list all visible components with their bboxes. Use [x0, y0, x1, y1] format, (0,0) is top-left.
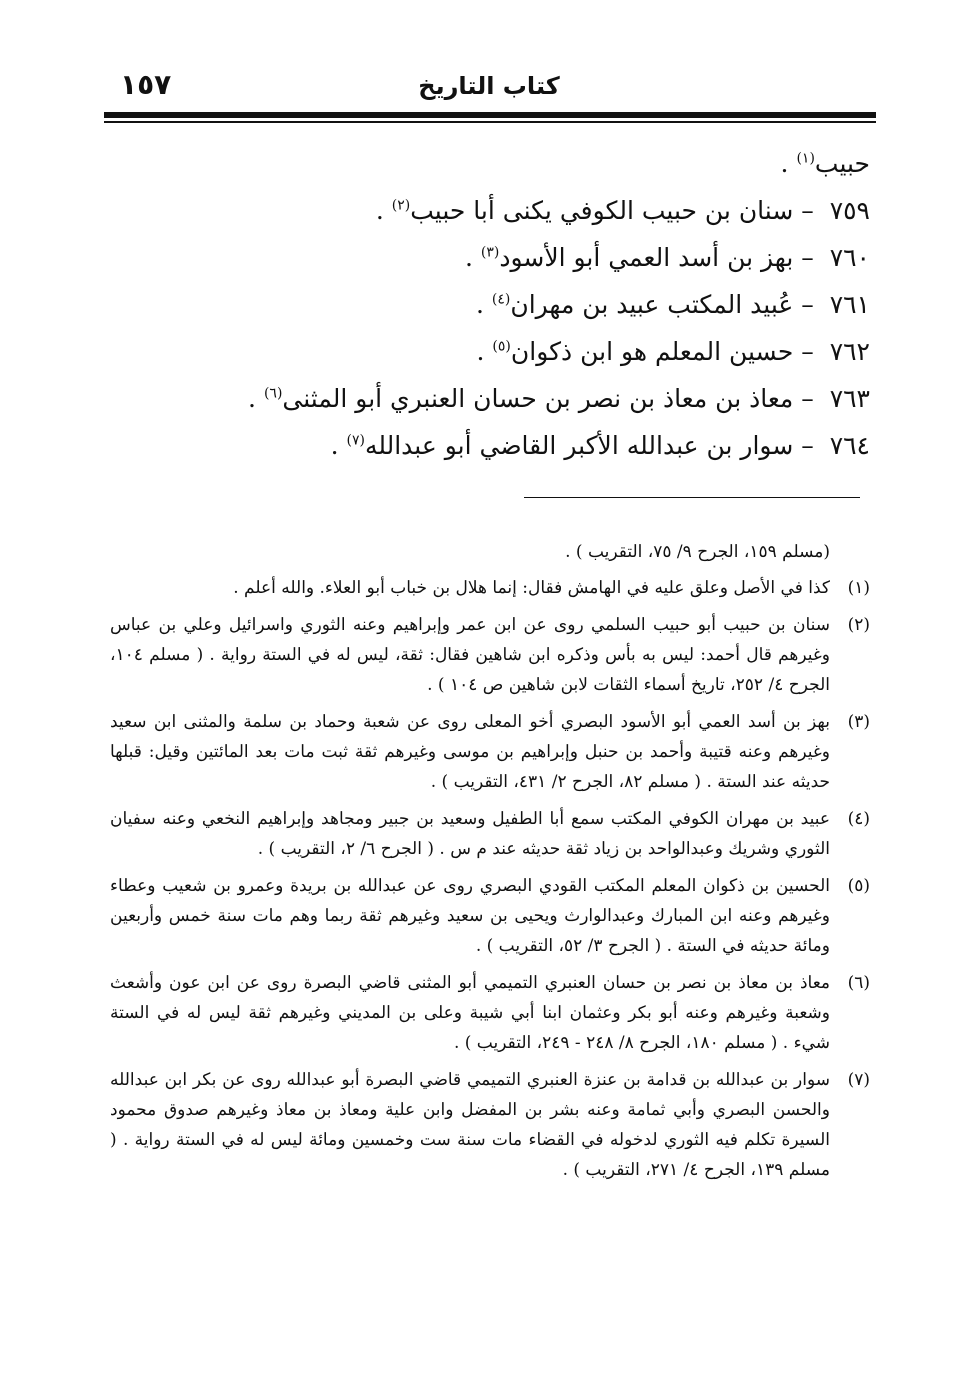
entry-text: معاذ بن معاذ بن نصر بن حسان العنبري أبو المثنى [282, 384, 794, 413]
footnote-ref: (٤) [491, 291, 511, 308]
footnote-text: معاذ بن معاذ بن نصر بن حسان العنبري التميمي أبو المثنى قاضي البصرة روى عن ابن عون وأشعث وشعبة وغيرهم وعنه أبو بكر وعثمان ابنا أبي شيبة وعلى بن المديني وغيرهم ثقة ليس له في الستة شيء . ( مسلم ١٨٠، الجرح ٨/ ٢٤٨ - ٢٤٩، التقريب ) . [110, 973, 830, 1053]
entry-text: حبيب [814, 149, 870, 178]
entry-number: ٧٦١ [829, 290, 870, 319]
entry-tail: . [248, 384, 264, 413]
footnote-6 [110, 968, 870, 1058]
footnote-marker: (٢) [847, 615, 870, 635]
footnote-continuation: (مسلم ١٥٩، الجرح ٩/ ٧٥، التقريب ) . [565, 542, 830, 562]
entry-number: ٧٦٣ [829, 384, 870, 413]
footnote-marker: (٧) [847, 1070, 870, 1090]
footnote-text: عبيد بن مهران الكوفي المكتب سمع أبا الطفيل وسعيد بن جبير ومجاهد وإبراهيم النخعي وعنه سفيان الثوري وشريك وعبدالواحد بن زياد ثقة حديثه عند م س . ( الجرح ٦/ ٢، التقريب ) . [110, 809, 830, 859]
entry-dash: – [793, 431, 822, 460]
footnote-ref: (٢) [391, 197, 411, 214]
entries-list [110, 140, 870, 469]
footnote-3 [110, 707, 870, 797]
footnote-4 [110, 804, 870, 864]
entry-number: ٧٦٢ [829, 337, 870, 366]
footnote-2 [110, 610, 870, 700]
entry-761 [110, 281, 870, 328]
footnote-text: بهز بن أسد العمي أبو الأسود البصري أخو المعلى روى عن شعبة وحماد بن سلمة والمثنى ابن سعيد وغيرهم وعنه قتيبة وأحمد بن حنبل وإبراهيم بن موسى وغيرهم ثقة ثبت مات بعد المائتين وقيل: قبلها حديثه عند الستة . ( مسلم ٨٢، الجرح ٢/ ٤٣١، التقريب ) . [110, 712, 830, 792]
entry-760 [110, 234, 870, 281]
entry-dash: – [793, 337, 822, 366]
entry-text: سوار بن عبدالله الأكبر القاضي أبو عبدالله [364, 431, 794, 460]
footnotes-section [110, 538, 870, 1192]
entry-dash: – [793, 243, 822, 272]
entry-tail: . [780, 149, 797, 178]
footnote-marker: (٥) [847, 876, 870, 896]
footnote-ref: (٧) [346, 432, 365, 449]
page-number: ١٥٧ [120, 68, 172, 101]
header-rule-thin [104, 121, 876, 123]
entry-tail: . [476, 337, 493, 366]
entry-number: ٧٦٠ [829, 243, 870, 272]
footnote-5 [110, 871, 870, 961]
footnote-text: كذا في الأصل وعلق عليه في الهامش فقال: إنما هلال بن خباب أبو العلاء. والله أعلم . [233, 578, 830, 598]
entry-text: حسين المعلم هو ابن ذكوان [510, 337, 794, 366]
entry-text: سنان بن حبيب الكوفي يكنى أبا حبيب [410, 196, 794, 225]
header-rule-thick [104, 112, 876, 118]
entry-762 [110, 328, 870, 375]
entry-tail: . [464, 243, 481, 272]
footnote-7 [110, 1065, 870, 1185]
entry-number: ٧٥٩ [829, 196, 870, 225]
entry-tail: . [475, 290, 492, 319]
footnote-marker: (٦) [847, 973, 870, 993]
footnote-marker: (٣) [847, 712, 870, 732]
footnote-marker: (١) [847, 578, 870, 598]
page-header [104, 66, 874, 110]
entry-759 [110, 187, 870, 234]
entry-763 [110, 375, 870, 422]
entry-764 [110, 422, 870, 469]
footnote-ref: (٣) [480, 244, 500, 261]
footnote-text: سوار بن عبدالله بن قدامة بن عنزة العنبري التميمي قاضي البصرة أبو عبدالله روى عن بكر ابن عبدالله والحسن البصري وأبي ثمامة وعنه بشر بن المفضل وابن علية ومعاذ بن معاذ وغيرهم صدوق محمود السيرة تكلم فيه الثوري لدخوله في القضاء مات سنة ست وخمسين ومائة ليس له في الستة رواية . ( مسلم ١٣٩، الجرح ٤/ ٢٧١، التقريب ) . [110, 1070, 830, 1180]
entry-continuation [110, 140, 870, 187]
entry-tail: . [330, 431, 347, 460]
footnote-text: سنان بن حبيب أبو حبيب السلمي روى عن ابن عمر وإبراهيم وعنه الثوري واسرائيل وعلي بن عباس وغيرهم قال أحمد: ليس به بأس وذكره ابن شاهين فقال: ثقة، ليس له في الستة رواية . ( مسلم ١٠٤، الجرح ٤/ ٢٥٢، تاريخ أسماء الثقات لابن شاهين ص ١٠٤ ) . [110, 615, 830, 695]
footnote-separator [524, 497, 860, 498]
entry-dash: – [793, 384, 822, 413]
entry-dash: – [793, 290, 822, 319]
footnote-ref: (١) [796, 150, 815, 167]
footnote-1 [110, 573, 870, 603]
running-title: كتاب التاريخ [418, 72, 560, 100]
footnote-ref: (٦) [263, 385, 283, 402]
entry-text: عُبيد المكتب عبيد بن مهران [510, 290, 794, 319]
footnote-text: الحسين بن ذكوان المعلم المكتب القودي البصري روى عن عبدالله بن بريدة وعمرو بن شعيب وعطاء وغيرهم وعنه ابن المبارك وعبدالوارث ويحيى بن سعيد وغيرهم ثقة ربما وهم مات سنة خمس وأربعين ومائة حديثه في الستة . ( الجرح ٣/ ٥٢، التقريب ) . [110, 876, 830, 956]
footnote-ref: (٥) [492, 338, 511, 355]
entry-tail: . [375, 196, 392, 225]
entry-dash: – [793, 196, 822, 225]
entry-number: ٧٦٤ [829, 431, 870, 460]
footnote-marker: (٤) [847, 809, 870, 829]
entry-text: بهز بن أسد العمي أبو الأسود [499, 243, 794, 272]
